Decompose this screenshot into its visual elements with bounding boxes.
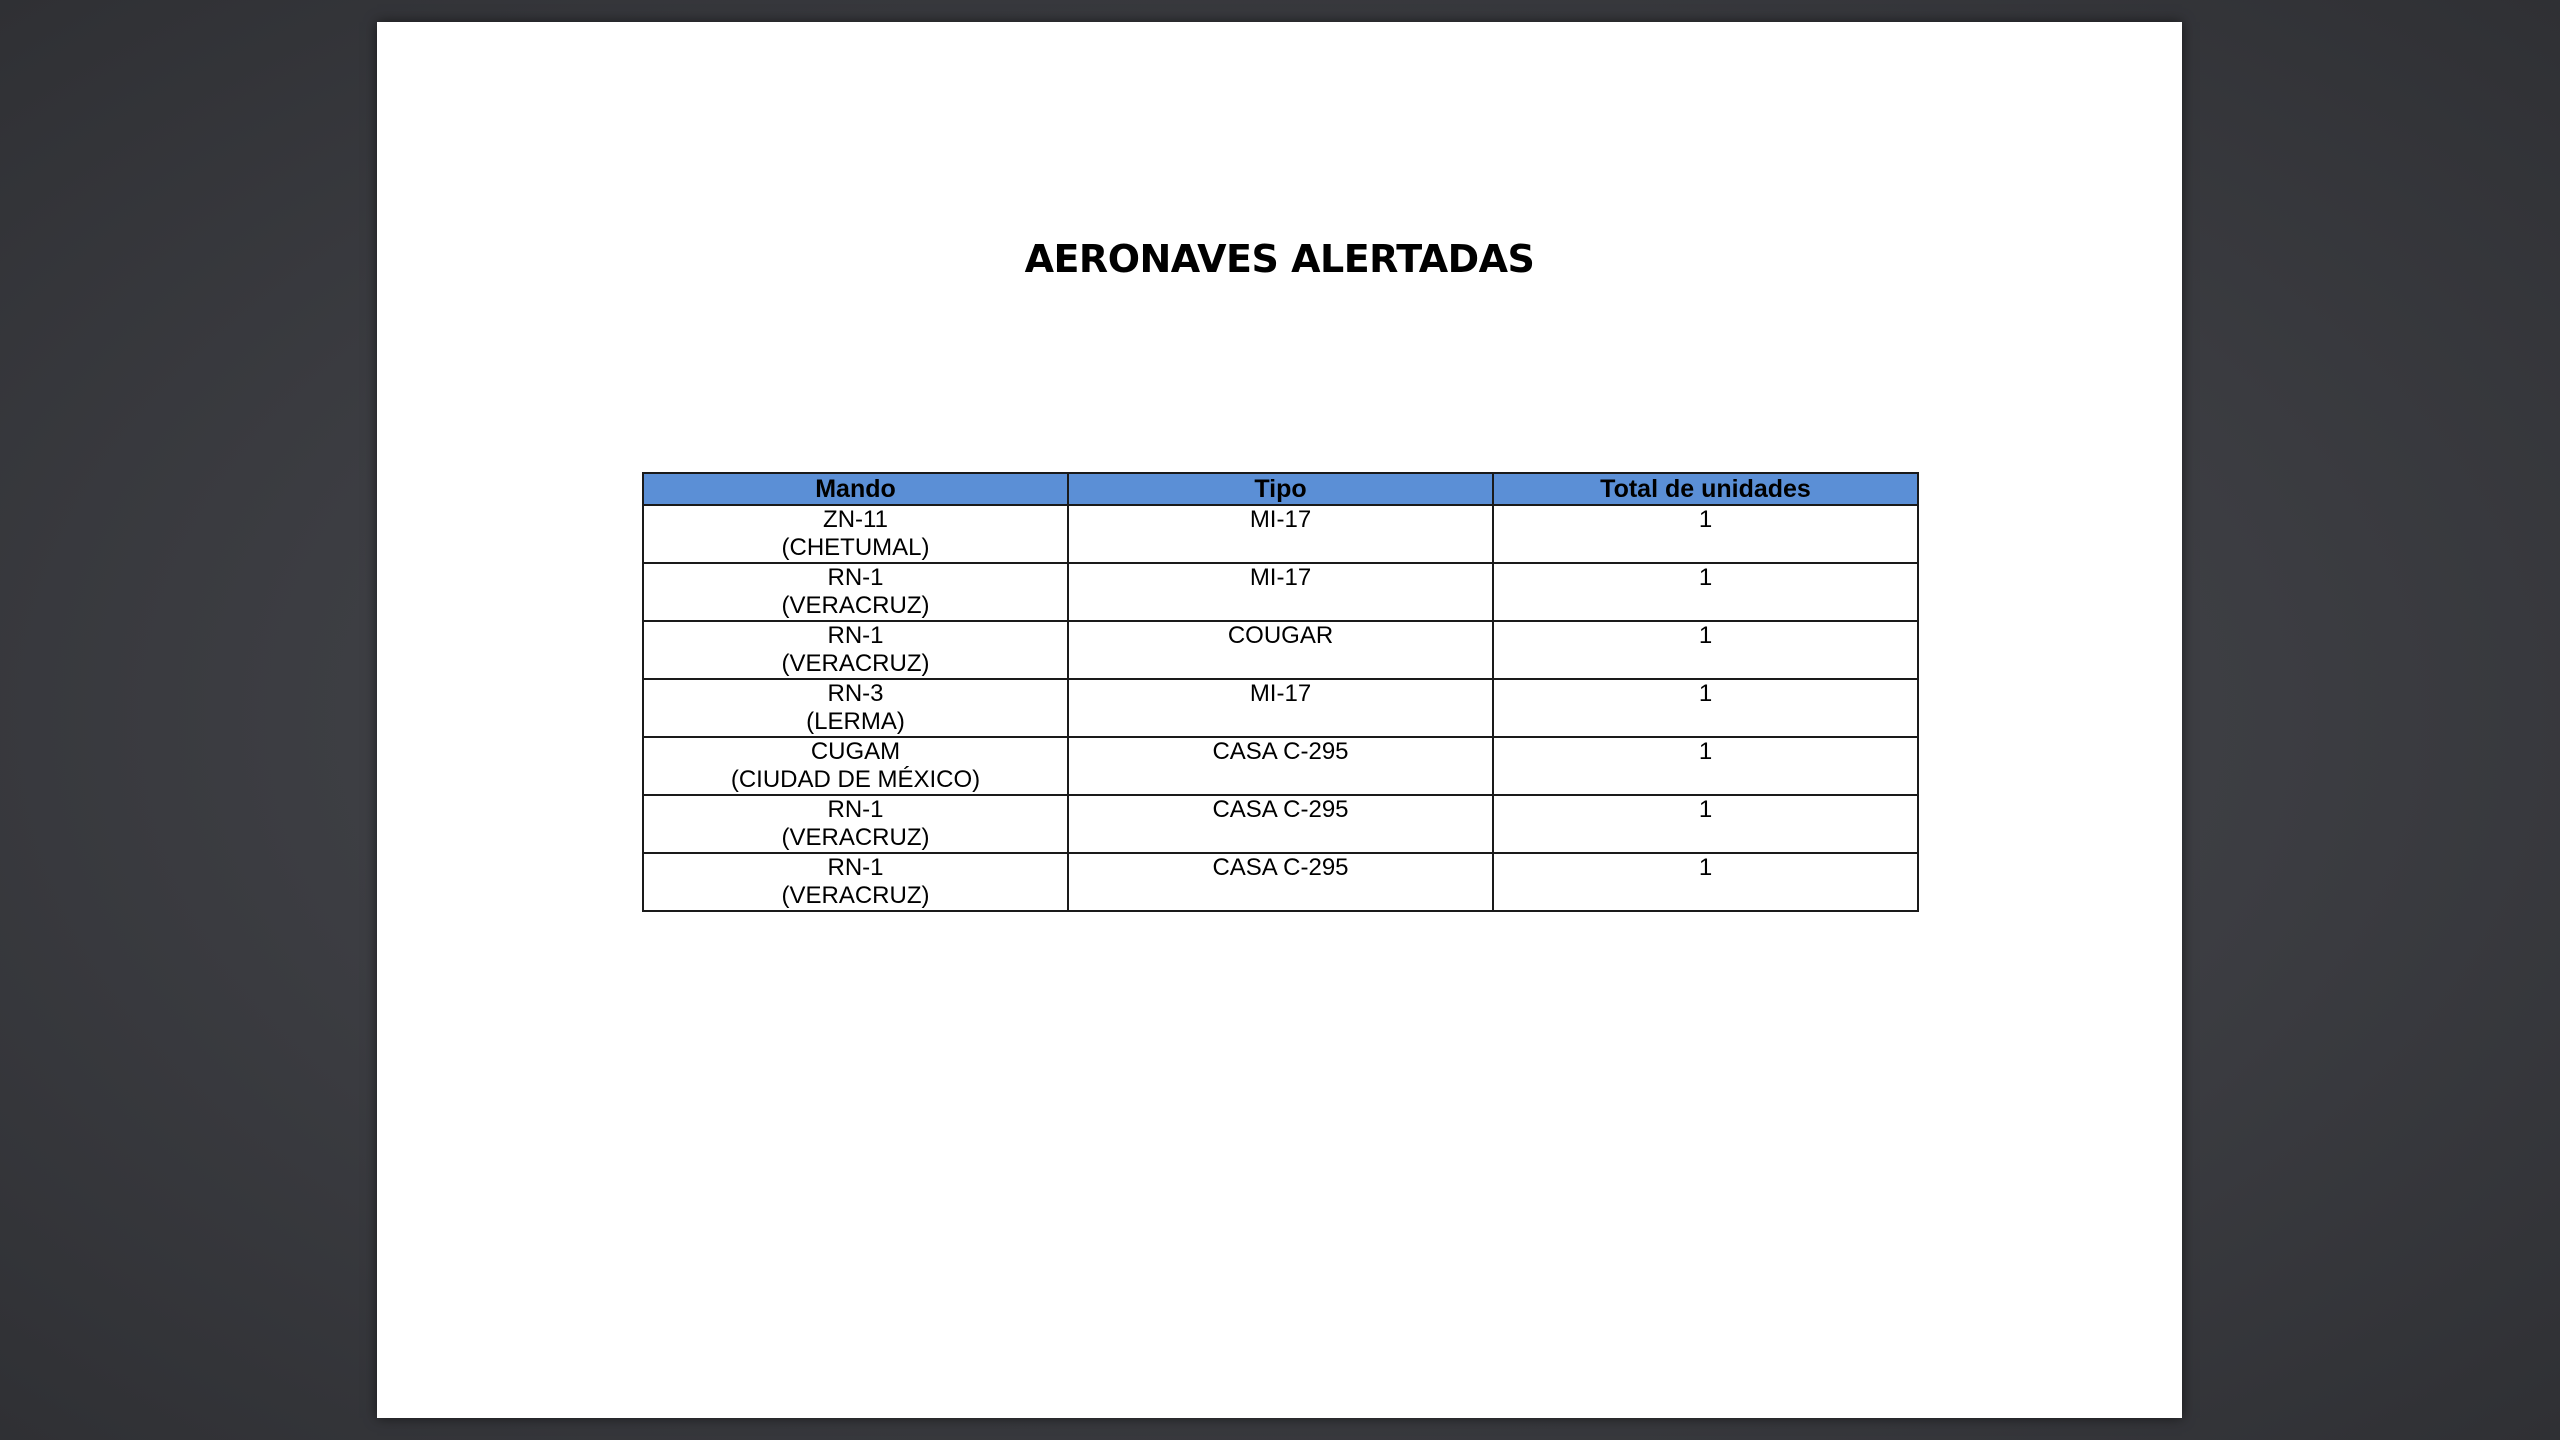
mando-code: RN-1 <box>827 564 884 591</box>
cell-total: 1 <box>1493 563 1918 621</box>
cell-mando <box>643 563 1068 621</box>
cell-total: 1 <box>1493 795 1918 853</box>
cell-tipo: MI-17 <box>1068 505 1493 563</box>
cell-tipo: COUGAR <box>1068 621 1493 679</box>
table-row <box>643 795 1918 853</box>
table-header-row <box>643 473 1918 505</box>
cell-total: 1 <box>1493 679 1918 737</box>
cell-mando <box>643 853 1068 911</box>
cell-tipo: CASA C-295 <box>1068 737 1493 795</box>
cell-total: 1 <box>1493 505 1918 563</box>
mando-code: CUGAM <box>810 738 901 765</box>
cell-mando <box>643 737 1068 795</box>
table-row <box>643 505 1918 563</box>
cell-mando <box>643 795 1068 853</box>
table-row <box>643 737 1918 795</box>
mando-location: (VERACRUZ) <box>781 650 930 677</box>
mando-location: (VERACRUZ) <box>781 824 930 851</box>
mando-code: RN-1 <box>827 796 884 823</box>
document-page <box>377 22 2182 1418</box>
mando-location: (LERMA) <box>806 708 905 735</box>
cell-total: 1 <box>1493 853 1918 911</box>
table-row <box>643 621 1918 679</box>
mando-location: (CHETUMAL) <box>781 534 930 561</box>
aircraft-table <box>642 472 1919 912</box>
cell-tipo: MI-17 <box>1068 563 1493 621</box>
header-total: Total de unidades <box>1493 473 1918 505</box>
mando-code: RN-3 <box>827 680 884 707</box>
table-row <box>643 853 1918 911</box>
page-title: AERONAVES ALERTADAS <box>1024 237 1535 281</box>
cell-tipo: MI-17 <box>1068 679 1493 737</box>
cell-tipo: CASA C-295 <box>1068 853 1493 911</box>
header-tipo: Tipo <box>1068 473 1493 505</box>
table-row <box>643 563 1918 621</box>
cell-mando <box>643 621 1068 679</box>
mando-location: (VERACRUZ) <box>781 592 930 619</box>
table-row <box>643 679 1918 737</box>
cell-tipo: CASA C-295 <box>1068 795 1493 853</box>
mando-code: RN-1 <box>827 854 884 881</box>
cell-mando <box>643 679 1068 737</box>
mando-location: (VERACRUZ) <box>781 882 930 909</box>
cell-total: 1 <box>1493 737 1918 795</box>
mando-code: RN-1 <box>827 622 884 649</box>
header-mando: Mando <box>643 473 1068 505</box>
cell-mando <box>643 505 1068 563</box>
cell-total: 1 <box>1493 621 1918 679</box>
mando-code: ZN-11 <box>823 506 888 533</box>
mando-location: (CIUDAD DE MÉXICO) <box>730 766 981 793</box>
